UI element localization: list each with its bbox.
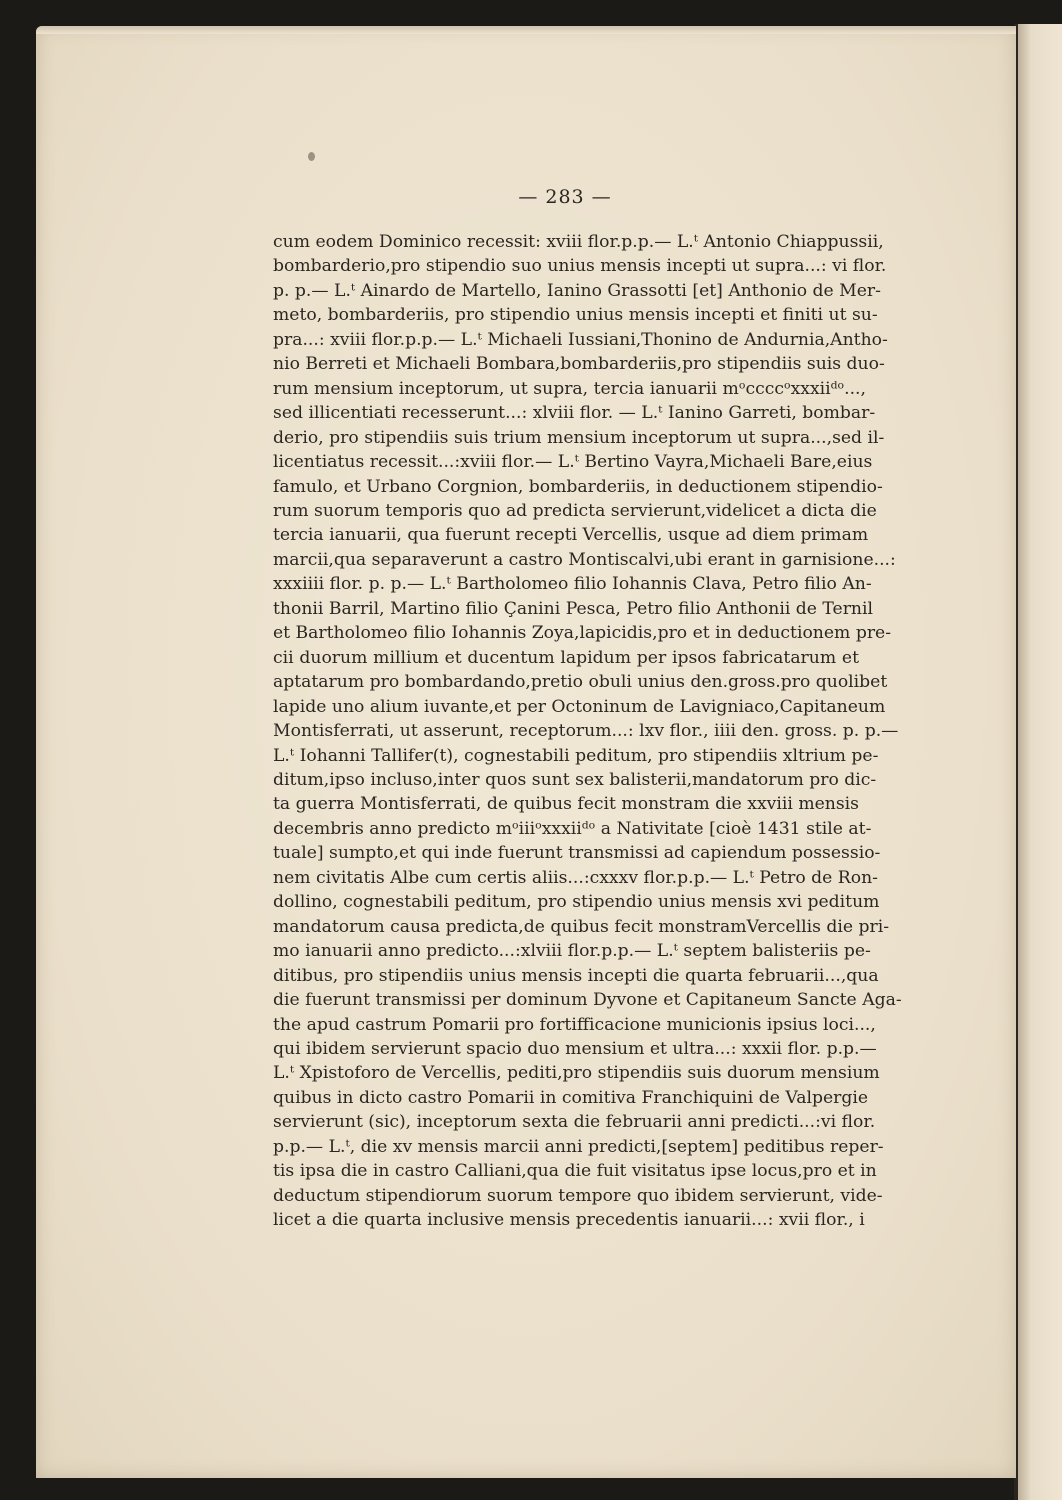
text-line: L.ᵗ Xpistoforo de Vercellis, pediti,pro stipendiis suis duorum mensium	[273, 1063, 880, 1084]
text-line: rum suorum temporis quo ad predicta servierunt,videlicet a dicta die	[273, 500, 877, 521]
text-line: derio, pro stipendiis suis trium mensium inceptorum ut supra...,sed il-	[273, 427, 885, 448]
text-line: qui ibidem servierunt spacio duo mensium et ultra...: xxxii flor. p.p.—	[273, 1038, 877, 1059]
text-line: cii duorum millium et ducentum lapidum per ipsos fabricatarum et	[273, 647, 859, 668]
text-line: dollino, cognestabili peditum, pro stipendio unius mensis xvi peditum	[273, 892, 880, 913]
text-line: marcii,qua separaverunt a castro Montiscalvi,ubi erant in garnisione...:	[273, 549, 896, 570]
text-line: bombarderio,pro stipendio suo unius mensis incepti ut supra...: vi flor.	[273, 256, 887, 277]
text-line: quibus in dicto castro Pomarii in comitiva Franchiquini de Valpergie	[273, 1087, 869, 1108]
text-line: Montisferrati, ut asserunt, receptorum...: lxv flor., iiii den. gross. p. p.—	[273, 721, 899, 742]
text-line: licentiatus recessit...:xviii flor.— L.ᵗ Bertino Vayra,Michaeli Bare,eius	[273, 452, 873, 473]
text-line: sed illicentiati recesserunt...: xlviii flor. — L.ᵗ Ianino Garreti, bombar-	[273, 403, 876, 424]
text-line: tercia ianuarii, qua fuerunt recepti Vercellis, usque ad diem primam	[273, 525, 869, 546]
text-line: pra...: xviii flor.p.p.— L.ᵗ Michaeli Iussiani,Thonino de Andurnia,Antho-	[273, 329, 888, 350]
text-line: aptatarum pro bombardando,pretio obuli unius den.gross.pro quolibet	[273, 672, 888, 693]
text-line: L.ᵗ Iohanni Tallifer(t), cognestabili peditum, pro stipendiis xltrium pe-	[273, 745, 879, 766]
text-line: tuale] sumpto,et qui inde fuerunt transmissi ad capiendum possessio-	[273, 843, 881, 864]
text-line: xxxiiii flor. p. p.— L.ᵗ Bartholomeo filio Iohannis Clava, Petro filio An-	[273, 574, 872, 595]
text-line: servierunt (sic), inceptorum sexta die februarii anni predicti...:vi flor.	[273, 1112, 876, 1133]
text-line: meto, bombarderiis, pro stipendio unius mensis incepti et finiti ut su-	[273, 305, 878, 326]
text-line: thonii Barril, Martino filio Çanini Pesca, Petro filio Anthonii de Ternil	[273, 598, 873, 619]
text-line: decembris anno predicto mᵒiiiᵒxxxiiᵈᵒ a Nativitate [cioè 1431 stile at-	[273, 818, 872, 839]
text-line: nem civitatis Albe cum certis aliis...:cxxxv flor.p.p.— L.ᵗ Petro de Ron-	[273, 867, 878, 888]
page-top-edge	[36, 26, 1016, 34]
adjacent-page-edge	[1018, 24, 1062, 1500]
body-text	[273, 230, 902, 1233]
text-line: cum eodem Dominico recessit: xviii flor.p.p.— L.ᵗ Antonio Chiappussii,	[273, 232, 884, 252]
text-line: p.p.— L.ᵗ, die xv mensis marcii anni predicti,[septem] peditibus reper-	[273, 1136, 884, 1157]
text-line: the apud castrum Pomarii pro fortifficacione municionis ipsius loci...,	[273, 1014, 876, 1035]
text-line: p. p.— L.ᵗ Ainardo de Martello, Ianino Grassotti [et] Anthonio de Mer-	[273, 280, 881, 301]
text-line: rum mensium inceptorum, ut supra, tercia ianuarii mᵒccccᵒxxxiiᵈᵒ...,	[273, 378, 866, 399]
text-line: mo ianuarii anno predicto...:xlviii flor.p.p.— L.ᵗ septem balisteriis pe-	[273, 941, 871, 962]
text-line: tis ipsa die in castro Calliani,qua die fuit visitatus ipse locus,pro et in	[273, 1161, 877, 1182]
text-line: et Bartholomeo filio Iohannis Zoya,lapicidis,pro et in deductionem pre-	[273, 623, 892, 644]
text-line: mandatorum causa predicta,de quibus fecit monstramVercellis die pri-	[273, 916, 890, 937]
paper-speck	[308, 152, 315, 161]
text-line: ditum,ipso incluso,inter quos sunt sex balisterii,mandatorum pro dic-	[273, 769, 877, 790]
text-line: famulo, et Urbano Corgnion, bombarderiis, in deductionem stipendio-	[273, 476, 883, 497]
text-line: lapide uno alium iuvante,et per Octoninum de Lavigniaco,Capitaneum	[273, 696, 886, 717]
text-line: licet a die quarta inclusive mensis precedentis ianuarii...: xvii flor., i	[273, 1210, 865, 1231]
text-line: die fuerunt transmissi per dominum Dyvone et Capitaneum Sancte Aga-	[273, 990, 902, 1011]
text-line: ta guerra Montisferrati, de quibus fecit monstram die xxviii mensis	[273, 794, 859, 815]
text-line: nio Berreti et Michaeli Bombara,bombarderiis,pro stipendiis suis duo-	[273, 354, 885, 375]
text-line: ditibus, pro stipendiis unius mensis incepti die quarta februarii...,qua	[273, 965, 879, 986]
text-line: deductum stipendiorum suorum tempore quo ibidem servierunt, vide-	[273, 1185, 883, 1206]
page-number: — 283 —	[518, 186, 612, 208]
